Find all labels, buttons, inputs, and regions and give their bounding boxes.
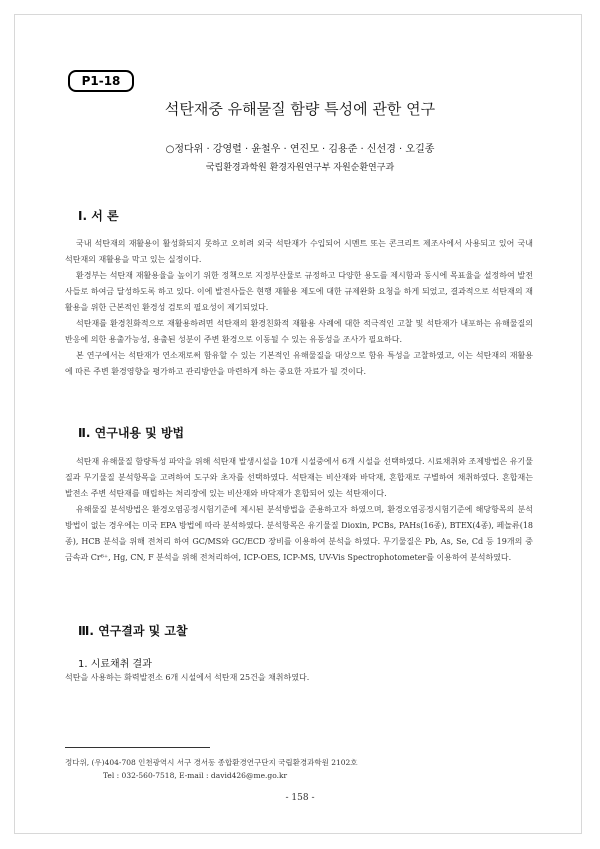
methods-paragraph: 유해물질 분석방법은 환경오염공정시험기준에 제시된 분석방법을 준용하고자 하였으며, 환경오염공정시험기준에 해당항목의 분석방법이 없는 경우에는 미국 EPA 방법에 따라 분석하였다. 분석항목은 유기물질 Dioxin, PCBs, PAHs(16종), BTEX(4종), 페놀류(18종), HCB 분석을 위해 전처리 하여 GC/MS와 GC/ECD 장비를 이용하여 분석을 하였다. 무기물질은 Pb, As, Se, Cd 등 19개의 중금속과 Cr⁶⁺, Hg, CN, F 분석을 위해 전처리하여, ICP-OES, ICP-MS, UV-Vis Spectrophotometer를 이용하여 분석하였다. (65, 505, 533, 562)
intro-section-body (65, 236, 533, 380)
intro-paragraph: 본 연구에서는 석탄재가 연소재로써 함유할 수 있는 기본적인 유해물질을 대상으로 함유 특성을 고찰하였고, 이는 석탄재의 재활용에 따른 주변 환경영향을 평가하고 관리방안을 마련하게 하는 중요한 자료가 될 것이다. (65, 351, 533, 376)
intro-paragraph: 환경부는 석탄재 재활용율을 높이기 위한 정책으로 지정부산물로 규정하고 다양한 용도를 제시함과 동시에 목표율을 설정하여 발전사들로 하여금 달성하도록 하고 있다. 이에 발전사들은 현행 재활용 제도에 대한 규제완화 요청을 하게 되었고, 결과적으로 석탄재의 재활용을 위한 근본적인 환경성 검토의 필요성이 제기되었다. (65, 271, 533, 312)
results-section-body (65, 670, 533, 686)
section-heading-results: Ⅲ. 연구결과 및 고찰 (78, 624, 188, 638)
results-subheading: 1. 시료채취 결과 (78, 659, 152, 670)
footnote-contact: Tel : 032-560-7518, E-mail : david426@me.go.kr (103, 771, 288, 780)
methods-paragraph: 석탄재 유해물질 함량특성 파악을 위해 석탄재 발생시설을 10개 시설중에서 6개 시설을 선택하였다. 시료채취와 조제방법은 유기물질과 무기물질 분석항목을 고려하여 도구와 초자를 선택하였다. 석탄재는 비산재와 바닥재, 혼합재로 구별하여 채취하였다. 혼합재는 발전소 주변 석탄재를 매립하는 처리장에 있는 비산재와 바닥재가 혼합되어 있는 석탄재이다. (65, 457, 533, 498)
methods-section-body (65, 454, 533, 566)
author-list: ○정다위 · 강영렬 · 윤철우 · 연진모 · 김용준 · 신선경 · 오길종 (165, 144, 435, 155)
results-paragraph: 석탄을 사용하는 화력발전소 6개 시설에서 석탄재 25건을 채취하였다. (65, 673, 310, 682)
poster-id-badge: P1-18 (68, 70, 134, 92)
paper-title: 석탄재중 유해물질 함량 특성에 관한 연구 (164, 100, 436, 118)
footnote (65, 756, 535, 782)
page-number: - 158 - (285, 793, 315, 803)
affiliation: 국립환경과학원 환경자원연구부 자원순환연구과 (205, 163, 395, 173)
footnote-divider (65, 747, 210, 748)
intro-paragraph: 석탄재를 환경친화적으로 재활용하려면 석탄재의 환경친화적 재활용 사례에 대한 적극적인 고찰 및 석탄재가 내포하는 유해물질의 반응에 의한 용출가능성, 용출된 성분이 주변 환경으로 이동될 수 있는 유동성을 조사가 필요하다. (65, 319, 533, 344)
footnote-address: 정다위, (우)404-708 인천광역시 서구 경서동 종합환경연구단지 국립환경과학원 2102호 (65, 758, 358, 767)
intro-paragraph: 국내 석탄재의 재활용이 활성화되지 못하고 오히려 외국 석탄재가 수입되어 시멘트 또는 콘크리트 제조사에서 사용되고 있어 국내 석탄재의 재활용을 막고 있는 실정이다. (65, 239, 533, 264)
section-heading-methods: Ⅱ. 연구내용 및 방법 (78, 426, 185, 440)
section-heading-intro: Ⅰ. 서 론 (78, 209, 119, 223)
